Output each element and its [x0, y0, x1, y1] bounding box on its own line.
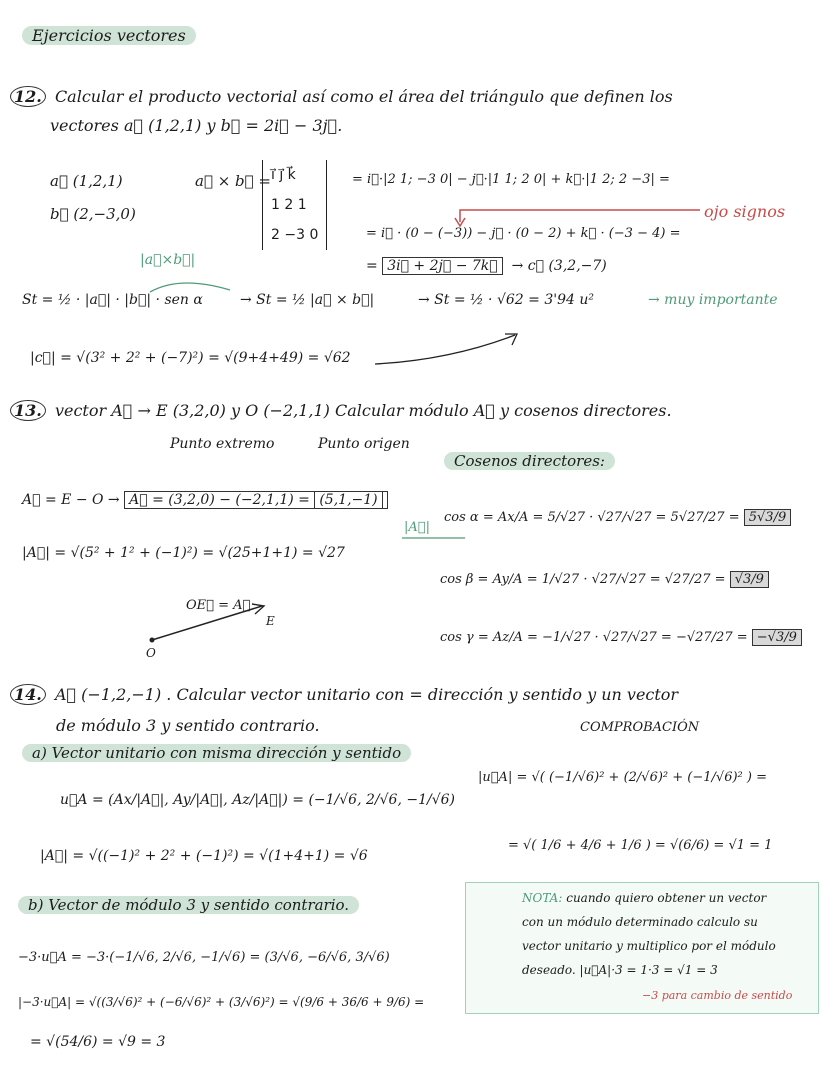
ex13-cos-gamma: cos γ = Az/A = −1/√27 · √27/√27 = −√27/27 =	[440, 630, 748, 645]
ex14-note-4: deseado. |u⃗A|·3 = 1·3 = √1 = 3	[522, 963, 718, 977]
ex13-cos-gamma-box: −√3/9	[752, 629, 802, 646]
ex12-det-row2: 1 2 1	[271, 197, 307, 213]
ex13-cosenos-title: Cosenos directores:	[444, 452, 615, 470]
ex14-final: = √(54/6) = √9 = 3	[30, 1034, 166, 1050]
ex12-area-1: St = ½ · |a⃗| · |b⃗| · sen α	[22, 292, 203, 308]
ex14-note-5: −3 para cambio de sentido	[642, 989, 793, 1002]
ex14-check-1: |u⃗A| = √( (−1/√6)² + (2/√6)² + (−1/√6)² ) =	[478, 770, 767, 785]
ex13-punto-extremo: Punto extremo	[170, 436, 275, 452]
ex12-modulus: |c⃗| = √(3² + 2² + (−7)²) = √(9+4+49) = √62	[30, 350, 351, 366]
ex12-statement-1: Calcular el producto vectorial así como el área del triángulo que definen los	[54, 87, 673, 106]
ex14-part-b: b) Vector de módulo 3 y sentido contrario.	[18, 896, 359, 914]
ex13-cos-beta-row	[440, 572, 769, 587]
ex14-number: 14.	[10, 684, 46, 705]
ex13-vector-expr: A⃗ = (3,2,0) − (−2,1,1) =	[129, 492, 310, 508]
ex13-cos-beta-box: √3/9	[730, 571, 769, 588]
ex13-modulus: |A⃗| = √(5² + 1² + (−1)²) = √(25+1+1) = √27	[22, 545, 345, 561]
ex13-statement-line	[10, 400, 672, 421]
ex14-note-box	[465, 882, 819, 1014]
page-title: Ejercicios vectores	[22, 26, 196, 45]
ex14-unit-vector: u⃗A = (Ax/|A⃗|, Ay/|A⃗|, Az/|A⃗|) = (−1/√6, 2/√6, −1/√6)	[60, 792, 455, 808]
ex13-cos-beta: cos β = Ay/A = 1/√27 · √27/√27 = √27/27 =	[440, 572, 726, 587]
ex12-result-vec: → c⃗ (3,2,−7)	[511, 258, 607, 274]
ex14-mod-a: |A⃗| = √((−1)² + 2² + (−1)²) = √(1+4+1) = √6	[40, 848, 368, 864]
ex13-oe-label: OE⃗ = A⃗	[186, 598, 251, 613]
ex13-vector-result: (5,1,−1)	[314, 491, 382, 509]
ex12-number: 12.	[10, 86, 46, 107]
ex13-point-o: O	[146, 646, 156, 660]
ex13-point-e: E	[266, 614, 275, 628]
ex12-axb-label: |a⃗×b⃗|	[140, 252, 196, 268]
ex12-area-2: → St = ½ |a⃗ × b⃗|	[240, 292, 375, 308]
ex14-statement-2: de módulo 3 y sentido contrario.	[56, 716, 320, 735]
ex12-determinant	[262, 160, 327, 250]
ex14-note-label: NOTA:	[522, 891, 563, 905]
ex14-note-line1	[522, 891, 766, 905]
ex14-statement-1: A⃗ (−1,2,−1) . Calcular vector unitario con = dirección y sentido y un vector	[54, 685, 679, 704]
ex12-result-row: = 3i⃗ + 2j⃗ − 7k⃗ → c⃗ (3,2,−7)	[366, 258, 607, 274]
ex12-area-3: → St = ½ · √62 = 3'94 u²	[418, 292, 594, 308]
ex12-muy-importante: → muy importante	[648, 292, 778, 308]
ex13-vector-row	[22, 492, 388, 508]
ex14-comprobacion: COMPROBACIÓN	[580, 720, 700, 735]
ex13-cos-gamma-row	[440, 630, 802, 645]
ex12-ojo-signos: ojo signos	[704, 202, 786, 221]
ex12-det-label: a⃗ × b⃗ =	[195, 172, 271, 190]
ex13-arrow-label: |A⃗|	[404, 520, 430, 535]
ex14-part-a: a) Vector unitario con misma dirección y sentido	[22, 744, 411, 762]
ex14-note-3: vector unitario y multiplico por el módulo	[522, 939, 776, 953]
ex13-vector-box	[124, 491, 388, 509]
ex14-neg3: −3·u⃗A = −3·(−1/√6, 2/√6, −1/√6) = (3/√6, −6/√6, 3/√6)	[18, 950, 390, 965]
ex12-statement-line1	[10, 86, 673, 107]
ex13-number: 13.	[10, 400, 46, 421]
ex12-det-row3: 2 −3 0	[271, 227, 319, 243]
ex13-cos-alpha-row	[444, 510, 791, 525]
ex12-statement-2: vectores a⃗ (1,2,1) y b⃗ = 2i⃗ − 3j⃗.	[50, 116, 343, 135]
ex12-given-a: a⃗ (1,2,1)	[50, 172, 123, 190]
ex13-cos-alpha: cos α = Ax/A = 5/√27 · √27/√27 = 5√27/27 =	[444, 510, 740, 525]
ex14-note-2: con un módulo determinado calculo su	[522, 915, 758, 929]
ex13-statement: vector A⃗ → E (3,2,0) y O (−2,1,1) Calcular módulo A⃗ y cosenos directores.	[54, 401, 672, 420]
ex13-punto-origen: Punto origen	[318, 436, 410, 452]
ex12-step2: = i⃗ · (0 − (−3)) − j⃗ · (0 − 2) + k⃗ · (−3 − 4) =	[366, 226, 681, 241]
ex13-vector-line: A⃗ = E − O →	[22, 492, 120, 508]
ex12-result-box: 3i⃗ + 2j⃗ − 7k⃗	[382, 257, 503, 275]
ex12-expansion: = i⃗·|2 1; −3 0| − j⃗·|1 1; 2 0| + k⃗·|1 2; 2 −3| =	[352, 172, 670, 187]
ex14-note-1: cuando quiero obtener un vector	[566, 891, 767, 905]
ex14-check-2: = √( 1/6 + 4/6 + 1/6 ) = √(6/6) = √1 = 1	[508, 838, 773, 853]
ex12-det-row1: i⃗ j⃗ k⃗	[271, 167, 296, 183]
ex12-given-b: b⃗ (2,−3,0)	[50, 205, 136, 223]
ex13-cos-alpha-box: 5√3/9	[744, 509, 791, 526]
ex14-statement-line1	[10, 684, 678, 705]
ex14-mod-neg3: |−3·u⃗A| = √((3/√6)² + (−6/√6)² + (3/√6)²) = √(9/6 + 36/6 + 9/6) =	[18, 995, 425, 1009]
